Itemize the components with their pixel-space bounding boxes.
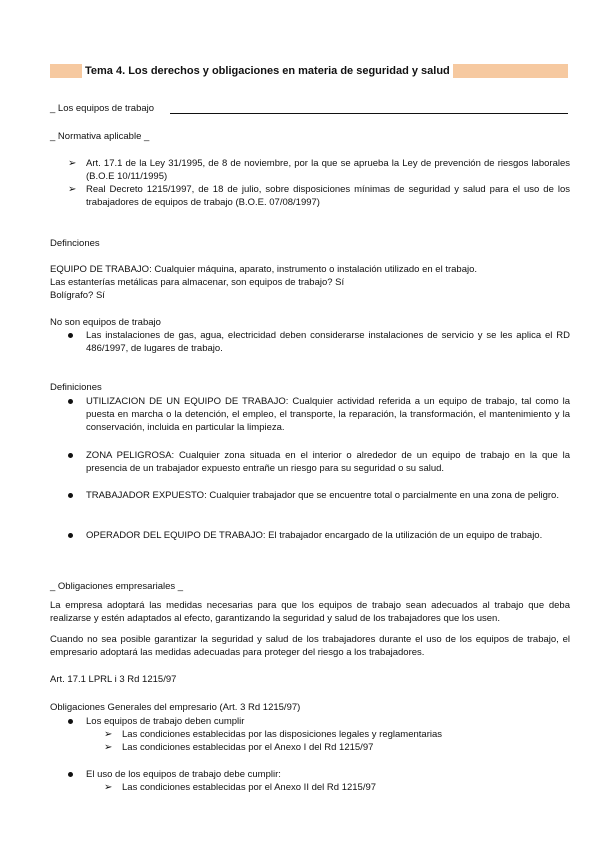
section-normativa-heading: _ Normativa aplicable _ <box>50 131 150 142</box>
round-bullet-icon <box>68 533 73 538</box>
article-reference: Art. 17.1 LPRL i 3 Rd 1215/97 <box>50 674 177 685</box>
round-bullet-icon <box>68 333 73 338</box>
section-equipos-rule <box>170 113 568 114</box>
obligaciones-paragraph-2: Cuando no sea posible garantizar la seguridad y salud de los trabajadores durante el uso de los equipos de trabajo, el empresario adoptará las medidas adecuadas para proteger del riesgo a los trabajadores. <box>50 634 570 658</box>
no-son-item: Las instalaciones de gas, agua, electricidad deben considerarse instalaciones de servicio y se les aplica el RD 486/1997, de lugares de trabajo. <box>68 329 570 355</box>
no-son-heading: No son equipos de trabajo <box>50 317 161 328</box>
round-bullet-icon <box>68 719 73 724</box>
arrow-bullet-icon: ➢ <box>104 742 113 753</box>
og-item: Los equipos de trabajo deben cumplir <box>68 715 570 728</box>
og-subitem: ➢ Las condiciones establecidas por el Anexo I del Rd 1215/97 <box>104 742 374 753</box>
arrow-bullet-icon: ➢ <box>104 729 113 740</box>
obligaciones-paragraph-1: La empresa adoptará las medidas necesarias para que los equipos de trabajo sean adecuados al trabajo que deba realizarse y estén adaptados al efecto, garantizando la seguridad y salud de los trabajadores que los usen. <box>50 600 570 624</box>
normativa-item: ➢ Real Decreto 1215/1997, de 18 de julio, sobre disposiciones mínimas de seguridad y salud para el uso de los trabajadores de equipos de trabajo (B.O.E. 07/08/1997) <box>68 184 570 208</box>
section-equipos-heading: _ Los equipos de trabajo <box>50 103 155 114</box>
definicion-item: OPERADOR DEL EQUIPO DE TRABAJO: El trabajador encargado de la utilización de un equipo de trabajo. <box>68 529 570 555</box>
equipo-definition: EQUIPO DE TRABAJO: Cualquier máquina, aparato, instrumento o instalación utilizado en el trabajo. <box>50 264 478 275</box>
og-item: El uso de los equipos de trabajo debe cumplir: <box>68 768 570 781</box>
round-bullet-icon <box>68 399 73 404</box>
round-bullet-icon <box>68 453 73 458</box>
og-subitem: ➢ Las condiciones establecidas por las disposiciones legales y reglamentarias <box>104 729 443 740</box>
og-subitem: ➢ Las condiciones establecidas por el Anexo II del Rd 1215/97 <box>104 782 377 793</box>
definiciones-heading: Definciones <box>50 238 100 249</box>
obligaciones-generales-heading: Obligaciones Generales del empresario (Art. 3 Rd 1215/97) <box>50 702 301 713</box>
estanterias-question: Las estanterías metálicas para almacenar, son equipos de trabajo? Sí <box>50 277 345 288</box>
arrow-bullet-icon: ➢ <box>104 782 113 793</box>
normativa-item: ➢ Art. 17.1 de la Ley 31/1995, de 8 de noviembre, por la que se aprueba la Ley de prevención de riesgos laborales (B.O.E 10/11/1995) <box>68 158 570 182</box>
round-bullet-icon <box>68 493 73 498</box>
boligrafo-question: Bolígrafo? Sí <box>50 290 105 301</box>
definiciones-heading-2: Definiciones <box>50 382 102 393</box>
arrow-bullet-icon: ➢ <box>68 184 77 195</box>
definicion-item: TRABAJADOR EXPUESTO: Cualquier trabajador que se encuentre total o parcialmente en una zona de peligro. <box>68 489 570 515</box>
round-bullet-icon <box>68 772 73 777</box>
definicion-item: UTILIZACION DE UN EQUIPO DE TRABAJO: Cualquier actividad referida a un equipo de trabajo, tal como la puesta en marcha o la detención, el empleo, el transporte, la reparación, la transformación, el mantenimiento y la conservación, incluida en particular la limpieza. <box>68 395 570 434</box>
page-title: Tema 4. Los derechos y obligaciones en materia de seguridad y salud <box>82 63 453 79</box>
definicion-item: ZONA PELIGROSA: Cualquier zona situada en el interior o alrededor de un equipo de trabajo en la que la presencia de un trabajador expuesto entrañe un riesgo para su seguridad o su salud. <box>68 449 570 475</box>
section-obligaciones-heading: _ Obligaciones empresariales _ <box>50 581 184 592</box>
arrow-bullet-icon: ➢ <box>68 158 77 169</box>
